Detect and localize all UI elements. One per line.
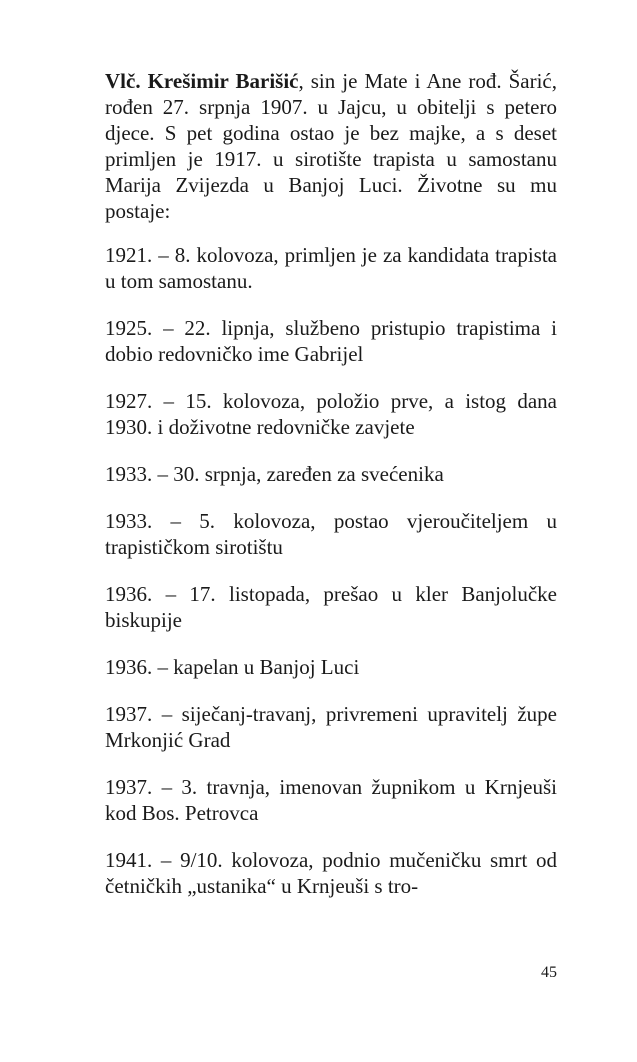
timeline-entry: 1936. – 17. listopada, prešao u kler Banjolučke biskupije	[105, 582, 557, 632]
timeline-entry: 1936. – kapelan u Banjoj Luci	[105, 655, 360, 679]
intro-paragraph	[105, 68, 557, 224]
timeline-entry: 1921. – 8. kolovoza, primljen je za kandidata trapista u tom samostanu.	[105, 243, 557, 293]
timeline-entry: 1925. – 22. lipnja, službeno pristupio trapistima i dobio redovničko ime Gabrijel	[105, 316, 557, 366]
timeline-entry: 1927. – 15. kolovoza, položio prve, a istog dana 1930. i doživotne redovničke zavjete	[105, 389, 557, 439]
page-body	[105, 68, 557, 920]
intro-text: , sin je Mate i Ane rođ. Šarić, rođen 27. srpnja 1907. u Jajcu, u obitelji s petero djece. S pet godina ostao je bez majke, a s deset primljen je 1917. u sirotište trapista u samostanu Marija Zvijezda u Banjoj Luci. Životne su mu postaje:	[105, 69, 557, 223]
timeline-entry: 1941. – 9/10. kolovoza, podnio mučeničku smrt od četničkih „ustanika“ u Krnjeuši s tro-	[105, 848, 557, 898]
timeline-entry: 1933. – 30. srpnja, zaređen za svećenika	[105, 462, 444, 486]
page-number: 45	[541, 964, 557, 981]
timeline-entry: 1933. – 5. kolovoza, postao vjeroučiteljem u trapističkom sirotištu	[105, 509, 557, 559]
timeline-entry: 1937. – siječanj-travanj, privremeni upravitelj župe Mrkonjić Grad	[105, 702, 557, 752]
timeline-entry: 1937. – 3. travnja, imenovan župnikom u Krnjeuši kod Bos. Petrovca	[105, 775, 557, 825]
person-name: Vlč. Krešimir Barišić	[105, 69, 299, 93]
